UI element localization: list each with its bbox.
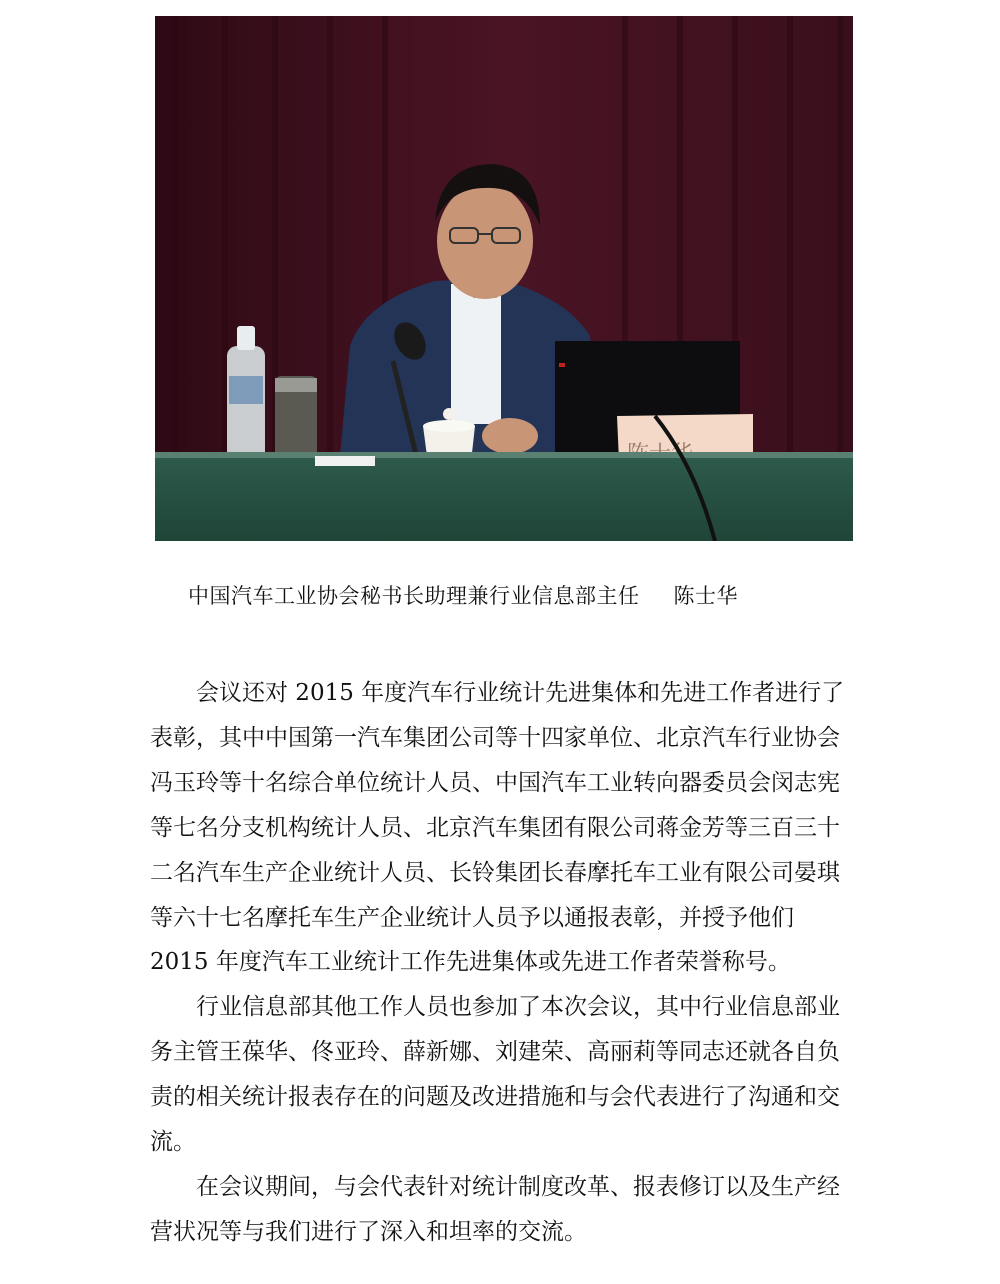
photo-caption xyxy=(188,580,888,610)
caption-name: 陈士华 xyxy=(673,584,738,608)
article-body xyxy=(150,671,852,1255)
speaker-photo xyxy=(155,16,853,541)
paragraph: 在会议期间，与会代表针对统计制度改革、报表修订以及生产经营状况等与我们进行了深入和坦率的交流。 xyxy=(150,1173,840,1245)
paragraph: 行业信息部其他工作人员也参加了本次会议，其中行业信息部业务主管王葆华、佟亚玲、薛新娜、刘建荣、高丽莉等同志还就各自负责的相关统计报表存在的问题及改进措施和与会代表进行了沟通和交流。 xyxy=(150,994,840,1156)
paragraph: 会议还对 2015 年度汽车行业统计先进集体和先进工作者进行了表彰，其中中国第一汽车集团公司等十四家单位、北京汽车行业协会冯玉玲等十名综合单位统计人员、中国汽车工业转向器委员会闵志宪等七名分支机构统计人员、北京汽车集团有限公司蒋金芳等三百三十二名汽车生产企业统计人员、长铃集团长春摩托车工业有限公司晏琪等六十七名摩托车生产企业统计人员予以通报表彰，并授予他们 2015 年度汽车工业统计工作先进集体或先进工作者荣誉称号。 xyxy=(150,680,845,976)
caption-title: 中国汽车工业协会秘书长助理兼行业信息部主任 xyxy=(188,584,640,608)
